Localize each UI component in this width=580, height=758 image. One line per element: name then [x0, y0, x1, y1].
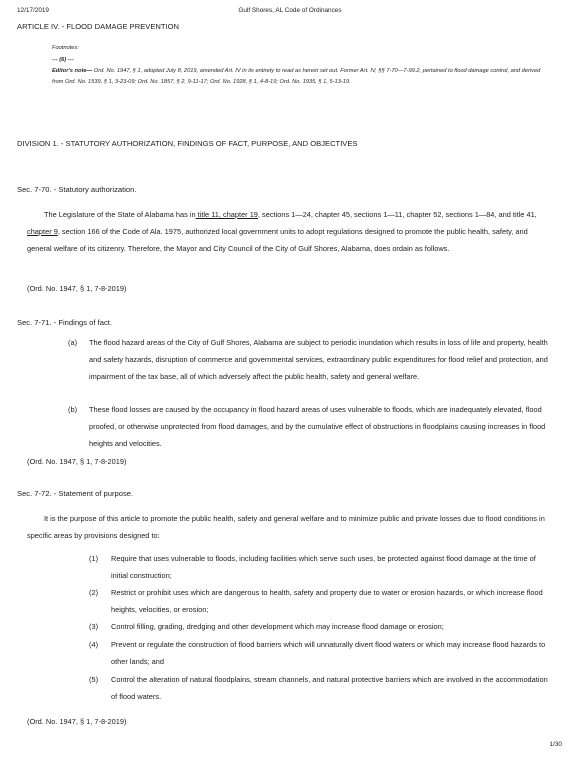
section-7-72-citation: (Ord. No. 1947, § 1, 7-8-2019) [27, 717, 127, 726]
section-7-70-heading: Sec. 7-70. - Statutory authorization. [17, 185, 137, 194]
finding-text: These flood losses are caused by the occupancy in flood hazard areas of uses vulnerable to floods, which are inadequately elevated, flood proofed, or otherwise unprotected from flood damages, and by the cumulative effect of obstructions in floodplains causing increases in flood heights and velocities. [89, 405, 546, 448]
purpose-label: (5) [89, 675, 99, 684]
article-title: ARTICLE IV. - FLOOD DAMAGE PREVENTION [17, 22, 180, 31]
finding-label: (b) [68, 405, 78, 414]
purpose-label: (3) [89, 622, 99, 631]
editors-note-label: Editor's note— [52, 68, 93, 74]
division-title: DIVISION 1. - STATUTORY AUTHORIZATION, FINDINGS OF FACT, PURPOSE, AND OBJECTIVES [17, 139, 358, 148]
purpose-text: Prevent or regulate the construction of flood barriers which will unnaturally divert flood waters or which may increase flood hazards to other lands; and [111, 640, 546, 666]
purpose-text: Require that uses vulnerable to floods, including facilities which serve such uses, be protected against flood damage at the time of initial construction; [111, 554, 536, 580]
link-title-11-chapter-19[interactable]: title 11, chapter 19 [195, 210, 258, 219]
section-7-71-heading: Sec. 7-71. - Findings of fact. [17, 318, 112, 327]
document-header-title: Gulf Shores, AL Code of Ordinances [238, 7, 342, 14]
footnotes-label: Footnotes: [52, 45, 79, 51]
purpose-text: Control the alteration of natural floodplains, stream channels, and natural protective barriers which are involved in the accommodation of flood waters. [111, 675, 548, 701]
finding-item [68, 335, 552, 403]
paragraph-text: The Legislature of the State of Alabama has in [44, 210, 196, 219]
purpose-item [89, 551, 552, 585]
editors-note [52, 66, 548, 89]
purpose-text: Restrict or prohibit uses which are dangerous to health, safety and property due to water or erosion hazards, or which increase flood heights, velocities, or erosion; [111, 588, 543, 614]
finding-item [68, 402, 552, 454]
purpose-item [89, 672, 552, 706]
purpose-text: Control filling, grading, dredging and other development which may increase flood damage or erosion; [111, 622, 444, 631]
purpose-label: (4) [89, 640, 99, 649]
purpose-item [89, 619, 552, 636]
section-7-71-citation: (Ord. No. 1947, § 1, 7-8-2019) [27, 457, 127, 466]
print-date: 12/17/2019 [17, 7, 49, 14]
footnote-marker: --- (6) --- [52, 57, 74, 63]
purpose-label: (2) [89, 588, 99, 597]
section-7-70-citation: (Ord. No. 1947, § 1, 7-8-2019) [27, 284, 127, 293]
page-number: 1/30 [549, 741, 562, 748]
purpose-label: (1) [89, 554, 99, 563]
paragraph-text: , section 166 of the Code of Ala. 1975, authorized local government units to adopt regulations designed to promote the public health, safety, and general welfare of its citizenry. Therefore, the Mayor and City Council of the City of Gulf Shores, Alabama, does ordain as follows. [27, 226, 528, 253]
purpose-item [89, 637, 552, 671]
finding-text: The flood hazard areas of the City of Gulf Shores, Alabama are subject to periodic inundation which results in loss of life and property, health and safety hazards, disruption of commerce and governmental services, extraordinary public expenditures for flood relief and protection, and impairment of the tax base, all of which adversely affect the public health, safety and general welfare. [89, 338, 548, 381]
section-7-70-paragraph [27, 207, 552, 258]
section-7-72-intro: It is the purpose of this article to promote the public health, safety and general welfare and to minimize public and private losses due to flood conditions in specific areas by provisions designed to: [27, 514, 545, 540]
finding-label: (a) [68, 338, 78, 347]
section-7-72-heading: Sec. 7-72. - Statement of purpose. [17, 489, 134, 498]
purpose-item [89, 585, 552, 619]
editors-note-text: Ord. No. 1947, § 1, adopted July 8, 2019, amended Art. IV in its entirety to read as herein set out. Former Art. IV, §§ 7-70—7-99.2, pertained to flood damage control, and derived from Ord. No. 1539, § 1, 3-23-09; Ord. No. 1857, § 2, 9-11-17; Ord. No. 1928, § 1, 4-8-19; Ord. No. 1935, § 1, 5-13-19. [52, 68, 541, 86]
paragraph-text: , sections 1—24, chapter 45, sections 1—11, chapter 52, sections 1—84, and title 41, [257, 210, 537, 219]
link-chapter-9[interactable]: chapter 9 [27, 226, 58, 236]
